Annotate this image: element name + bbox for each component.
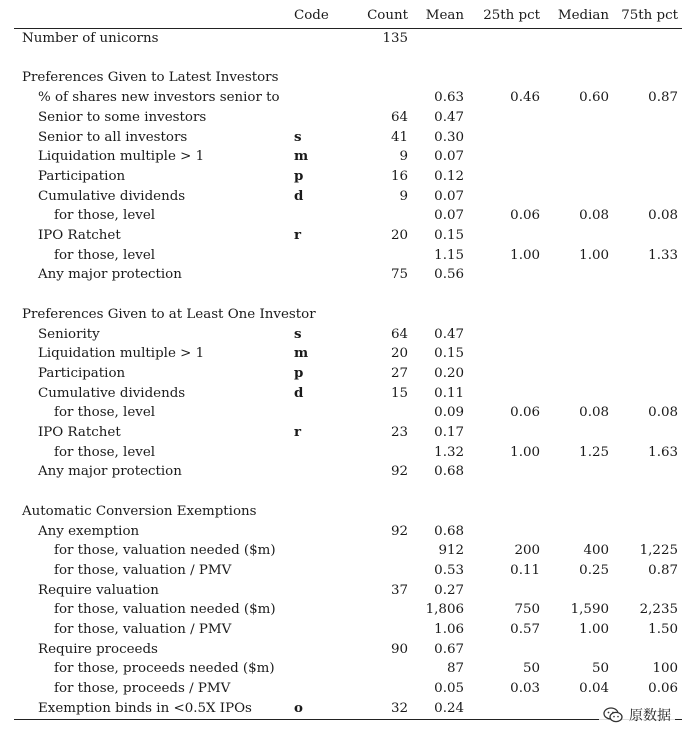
count-cell [342, 679, 412, 699]
code-cell: p [294, 167, 304, 184]
header-75th-pct: 75th pct [613, 4, 682, 29]
mean-cell: 0.53 [434, 562, 464, 578]
mean-cell: 0.11 [434, 385, 464, 401]
p25-cell [468, 128, 544, 148]
mean-cell: 0.07 [434, 149, 464, 165]
code-cell [290, 600, 342, 620]
median-cell [544, 325, 613, 345]
count-cell: 75 [390, 267, 408, 283]
code-cell [290, 265, 342, 285]
table-row [14, 29, 682, 49]
p75-cell [613, 522, 682, 542]
table-row [14, 167, 682, 187]
p75-cell [613, 265, 682, 285]
median-cell: 50 [591, 661, 609, 677]
mean-cell: 0.12 [434, 168, 464, 184]
mean-cell: 0.15 [434, 346, 464, 362]
median-cell [544, 423, 613, 443]
median-cell [544, 226, 613, 246]
row-label: IPO Ratchet [38, 425, 121, 441]
p25-cell: 0.57 [510, 622, 540, 638]
p75-cell: 0.06 [648, 681, 678, 697]
code-cell [290, 443, 342, 463]
count-cell: 16 [390, 168, 408, 184]
table-row [14, 187, 682, 207]
p25-cell [468, 364, 544, 384]
watermark [599, 704, 675, 726]
mean-cell: 0.27 [434, 582, 464, 598]
section-header-row [14, 502, 682, 522]
row-label: Any major protection [38, 464, 182, 480]
p25-cell [468, 344, 544, 364]
count-cell [342, 620, 412, 640]
p75-cell: 0.08 [648, 405, 678, 421]
header-count: Count [342, 4, 412, 29]
p25-cell: 200 [514, 543, 540, 559]
count-cell: 9 [399, 188, 408, 204]
median-cell: 1,590 [570, 602, 609, 618]
code-cell: s [294, 325, 302, 342]
row-label: for those, valuation needed ($m) [54, 543, 276, 559]
code-cell [290, 403, 342, 423]
p25-cell: 50 [522, 661, 540, 677]
p25-cell [468, 699, 544, 719]
p25-cell [468, 384, 544, 404]
count-cell: 20 [390, 346, 408, 362]
p75-cell: 1.63 [648, 444, 678, 460]
p75-cell [613, 364, 682, 384]
p25-cell: 1.00 [510, 444, 540, 460]
p75-cell: 100 [652, 661, 678, 677]
mean-cell: 0.68 [434, 464, 464, 480]
median-cell [544, 344, 613, 364]
median-cell [544, 147, 613, 167]
header-label [14, 4, 290, 29]
p25-cell [468, 226, 544, 246]
p25-cell: 0.03 [510, 681, 540, 697]
p75-cell: 0.08 [648, 208, 678, 224]
median-cell [544, 640, 613, 660]
row-label: for those, valuation / PMV [54, 622, 232, 638]
count-cell: 41 [390, 129, 408, 145]
code-cell [290, 640, 342, 660]
p25-cell [468, 522, 544, 542]
row-label: for those, level [54, 208, 156, 224]
p75-cell [613, 29, 682, 49]
count-cell: 20 [390, 228, 408, 244]
section-header-row [14, 305, 682, 325]
spacer-row [14, 285, 682, 305]
spacer-row [14, 49, 682, 69]
code-cell [290, 659, 342, 679]
code-cell: p [294, 364, 304, 381]
p25-cell [468, 640, 544, 660]
section-title: Automatic Conversion Exemptions [22, 503, 257, 519]
p75-cell [613, 344, 682, 364]
mean-cell: 1.06 [434, 622, 464, 638]
count-cell: 27 [390, 365, 408, 381]
count-cell: 92 [390, 523, 408, 539]
row-label: Exemption binds in <0.5X IPOs [14, 699, 290, 719]
table-row [14, 699, 682, 719]
p75-cell: 0.87 [648, 90, 678, 106]
code-cell: d [294, 384, 304, 401]
table-row [14, 403, 682, 423]
count-cell [342, 541, 412, 561]
p25-cell [468, 187, 544, 207]
table-row [14, 581, 682, 601]
row-label: for those, level [54, 444, 156, 460]
count-cell: 37 [390, 582, 408, 598]
median-cell [544, 128, 613, 148]
p75-cell [613, 384, 682, 404]
row-label: for those, valuation needed ($m) [54, 602, 276, 618]
median-cell [544, 581, 613, 601]
mean-cell: 0.47 [434, 109, 464, 125]
code-cell [290, 679, 342, 699]
count-cell: 32 [342, 699, 412, 719]
p25-cell [468, 325, 544, 345]
count-cell [342, 403, 412, 423]
median-cell [544, 265, 613, 285]
mean-cell [412, 29, 468, 49]
p75-cell: 2,235 [639, 602, 678, 618]
p75-cell [613, 325, 682, 345]
p75-cell [613, 167, 682, 187]
count-cell [342, 561, 412, 581]
count-cell: 90 [390, 641, 408, 657]
p25-cell: 0.06 [510, 405, 540, 421]
header-row [14, 4, 682, 29]
count-cell [342, 600, 412, 620]
count-cell: 135 [382, 31, 408, 46]
median-cell [544, 384, 613, 404]
p25-cell: 750 [514, 602, 540, 618]
row-label: Participation [38, 168, 126, 184]
median-cell: 0.08 [579, 405, 609, 421]
row-label: Liquidation multiple > 1 [38, 346, 205, 362]
median-cell: 1.25 [579, 444, 609, 460]
count-cell: 64 [390, 326, 408, 342]
p75-cell [613, 462, 682, 482]
unicorn-terms-table [14, 4, 682, 720]
mean-cell: 0.07 [434, 208, 464, 224]
p75-cell [613, 187, 682, 207]
row-label: Require valuation [38, 582, 159, 598]
mean-cell: 0.24 [412, 699, 468, 719]
mean-cell: 0.30 [434, 129, 464, 145]
mean-cell: 0.15 [434, 228, 464, 244]
code-cell: m [294, 345, 309, 362]
header-median: Median [544, 4, 613, 29]
table-body [14, 29, 682, 720]
p25-cell [468, 108, 544, 128]
row-label: Require proceeds [38, 641, 158, 657]
median-cell [544, 108, 613, 128]
row-label: for those, level [54, 247, 156, 263]
code-cell: o [290, 699, 342, 719]
code-cell [290, 88, 342, 108]
table-row [14, 108, 682, 128]
p25-cell [468, 147, 544, 167]
spacer-cell [14, 49, 682, 69]
code-cell: r [294, 424, 302, 441]
row-label: for those, valuation / PMV [54, 562, 232, 578]
mean-cell: 0.20 [434, 365, 464, 381]
header-25th-pct: 25th pct [468, 4, 544, 29]
p75-cell: 0.87 [648, 562, 678, 578]
row-label: IPO Ratchet [38, 228, 121, 244]
header-mean: Mean [412, 4, 468, 29]
code-cell: m [294, 148, 309, 165]
code-cell: r [294, 227, 302, 244]
mean-cell: 0.09 [434, 405, 464, 421]
mean-cell: 0.63 [434, 90, 464, 106]
table-row [14, 265, 682, 285]
p25-cell: 0.46 [510, 90, 540, 106]
row-label: for those, proceeds / PMV [54, 681, 231, 697]
row-label: for those, level [54, 405, 156, 421]
header-code: Code [290, 4, 342, 29]
code-cell: s [294, 128, 302, 145]
row-label: Number of unicorns [22, 31, 159, 46]
median-cell [544, 187, 613, 207]
p75-cell [613, 423, 682, 443]
spacer-row [14, 482, 682, 502]
code-cell [290, 522, 342, 542]
p25-cell [468, 167, 544, 187]
table-row [14, 147, 682, 167]
count-cell: 15 [390, 385, 408, 401]
table-row [14, 423, 682, 443]
p75-cell [613, 147, 682, 167]
code-cell [290, 462, 342, 482]
table-row [14, 522, 682, 542]
spacer-cell [14, 285, 682, 305]
mean-cell: 1.15 [434, 247, 464, 263]
section-title: Preferences Given to at Least One Investor [22, 306, 316, 322]
mean-cell: 0.17 [434, 425, 464, 441]
table-row [14, 620, 682, 640]
p75-cell [613, 581, 682, 601]
row-label: Any exemption [38, 523, 140, 539]
section-header-row [14, 68, 682, 88]
p75-cell: 1.33 [648, 247, 678, 263]
p75-cell [613, 128, 682, 148]
table-row [14, 88, 682, 108]
p75-cell [613, 108, 682, 128]
mean-cell: 0.67 [434, 641, 464, 657]
median-cell: 1.00 [579, 622, 609, 638]
median-cell: 0.04 [579, 681, 609, 697]
table-row [14, 659, 682, 679]
table-row [14, 384, 682, 404]
mean-cell: 87 [446, 661, 464, 677]
row-label: Participation [38, 365, 126, 381]
mean-cell: 0.07 [434, 188, 464, 204]
table-row [14, 226, 682, 246]
table-row [14, 541, 682, 561]
table-row [14, 344, 682, 364]
row-label: Any major protection [38, 267, 182, 283]
mean-cell: 0.56 [434, 267, 464, 283]
wechat-icon [603, 707, 623, 723]
row-label: Senior to some investors [38, 109, 207, 125]
code-cell [290, 29, 342, 49]
median-cell [544, 29, 613, 49]
median-cell: 1.00 [579, 247, 609, 263]
row-label: % of shares new investors senior to [38, 90, 280, 106]
count-cell: 9 [399, 149, 408, 165]
code-cell: d [294, 187, 304, 204]
table-row [14, 462, 682, 482]
p25-cell [468, 29, 544, 49]
code-cell [290, 108, 342, 128]
p75-cell [613, 640, 682, 660]
code-cell [290, 541, 342, 561]
table-row [14, 246, 682, 266]
row-label: Senior to all investors [38, 129, 188, 145]
section-title: Preferences Given to Latest Investors [22, 70, 279, 86]
row-label: Cumulative dividends [38, 188, 186, 204]
code-cell [290, 620, 342, 640]
p25-cell: 1.00 [510, 247, 540, 263]
mean-cell: 0.47 [434, 326, 464, 342]
p75-cell: 1,225 [639, 543, 678, 559]
watermark-text: 原数据 [629, 708, 671, 724]
table-row [14, 600, 682, 620]
row-label: Cumulative dividends [38, 385, 186, 401]
count-cell [342, 206, 412, 226]
mean-cell: 912 [438, 543, 464, 559]
count-cell [342, 659, 412, 679]
table-header [14, 4, 682, 29]
p25-cell: 0.06 [510, 208, 540, 224]
table-row [14, 364, 682, 384]
unicorn-terms-table-container [14, 4, 682, 720]
p25-cell [468, 423, 544, 443]
mean-cell: 0.05 [434, 681, 464, 697]
median-cell: 0.08 [579, 208, 609, 224]
median-cell: 0.60 [579, 90, 609, 106]
count-cell [342, 88, 412, 108]
p25-cell [468, 462, 544, 482]
count-cell: 92 [390, 464, 408, 480]
spacer-cell [14, 482, 682, 502]
median-cell [544, 522, 613, 542]
count-cell: 23 [390, 425, 408, 441]
count-cell [342, 246, 412, 266]
row-label: Liquidation multiple > 1 [38, 149, 205, 165]
code-cell [290, 246, 342, 266]
count-cell [342, 443, 412, 463]
table-row [14, 128, 682, 148]
p25-cell [468, 581, 544, 601]
row-label: for those, proceeds needed ($m) [54, 661, 275, 677]
p25-cell [468, 265, 544, 285]
p75-cell [613, 226, 682, 246]
median-cell [544, 167, 613, 187]
count-cell: 64 [390, 109, 408, 125]
row-label: Seniority [38, 326, 100, 342]
code-cell [290, 581, 342, 601]
p25-cell: 0.11 [510, 562, 540, 578]
median-cell [544, 462, 613, 482]
code-cell [290, 561, 342, 581]
table-row [14, 325, 682, 345]
mean-cell: 1.32 [434, 444, 464, 460]
table-row [14, 443, 682, 463]
median-cell [544, 364, 613, 384]
table-row [14, 206, 682, 226]
median-cell: 0.25 [579, 562, 609, 578]
mean-cell: 0.68 [434, 523, 464, 539]
table-row [14, 679, 682, 699]
code-cell [290, 206, 342, 226]
median-cell: 400 [583, 543, 609, 559]
mean-cell: 1,806 [425, 602, 464, 618]
table-row [14, 640, 682, 660]
p75-cell: 1.50 [648, 622, 678, 638]
table-row [14, 561, 682, 581]
